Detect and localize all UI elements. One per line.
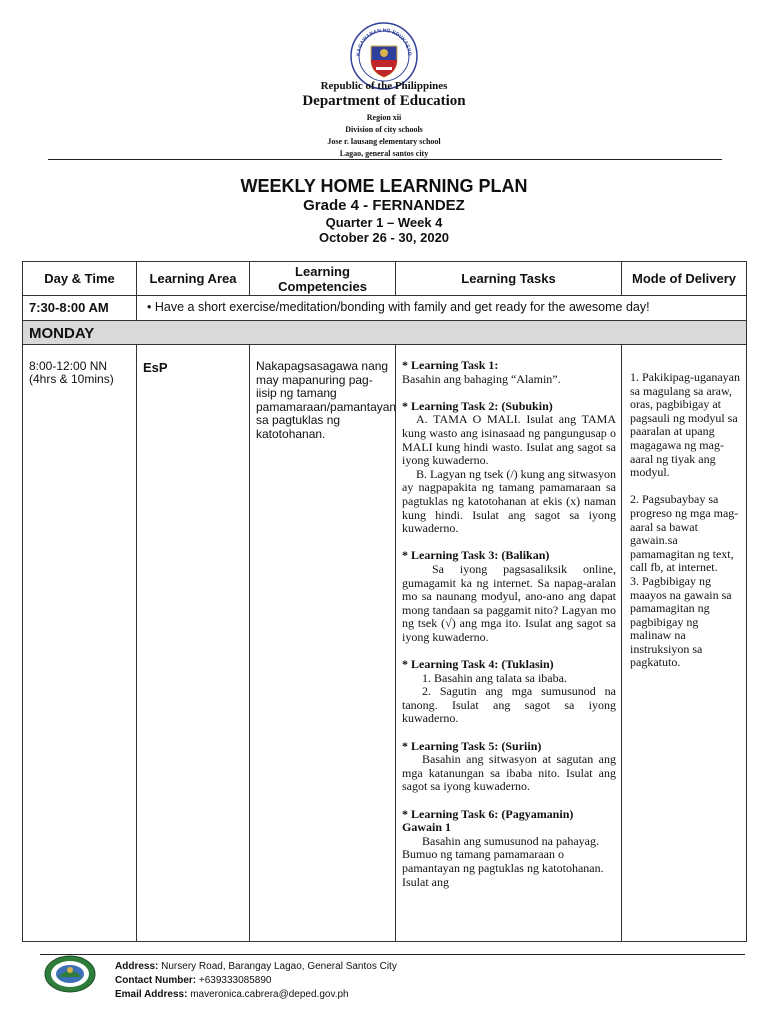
footer-email	[115, 989, 349, 1000]
header-divider	[48, 159, 722, 160]
task-3-text: Sa iyong pagsasaliksik online, gumagamit ka ng internet. Sa napag-aralan mo sa naunang modyul, ano-ano ang dapat mong tandaan sa paggamit nito? Lagyan mo ng tsek (√) ang mga ito. Isulat ang sagot sa iyong kuwaderno.	[402, 561, 616, 644]
row-competency: Nakapagsasagawa nang may mapanuring pag-iisip ng tamang pamamaraan/pamantayan sa pagtuklas ng katotohanan.	[250, 345, 396, 942]
row-learning-area: EsP	[137, 345, 250, 942]
row-mode-of-delivery	[622, 345, 747, 942]
warmup-time: 7:30-8:00 AM	[23, 296, 137, 321]
school-text: Jose r. lausang elementary school	[327, 137, 441, 146]
mode-item-1: 1. Pakikipag-uganayan sa magulang sa araw, oras, pagbibigay at pagsauli ng modyul sa paaralan at upang magagawa ng mag-aaral ng tiyak ang modyul.	[630, 370, 740, 480]
contact-label: Contact Number:	[115, 975, 197, 986]
page-title: WEEKLY HOME LEARNING PLAN	[240, 176, 528, 196]
address-value: Nursery Road, Barangay Lagao, General Santos City	[161, 961, 397, 972]
task-2-part-a: A. TAMA O MALI. Isulat ang TAMA kung wasto ang isinasaad ng pangungusap o MALI kung hindi wasto. Isulat ang sagot sa iyong kuwaderno.	[402, 412, 616, 468]
footer-address	[115, 961, 397, 972]
task-1-text: Basahin ang bahaging “Alamin”.	[402, 371, 561, 386]
learning-plan-table	[22, 261, 747, 942]
task-4-item-1: 1. Basahin ang talata sa ibaba.	[422, 670, 567, 685]
header-learning-tasks: Learning Tasks	[396, 262, 622, 296]
mode-item-3: 3. Pagbibigay ng maayos na gawain sa pamamagitan ng pagbibigay ng malinaw na instruksiyon sa pagkatuto.	[630, 573, 732, 670]
warmup-activity: • Have a short exercise/meditation/bonding with family and get ready for the awesome day!	[137, 296, 747, 321]
email-value: maveronica.cabrera@deped.gov.ph	[190, 989, 349, 1000]
footer-divider	[40, 954, 745, 955]
header-day-time: Day & Time	[23, 262, 137, 296]
header-learning-area: Learning Area	[137, 262, 250, 296]
contact-value: +639333085890	[198, 975, 272, 986]
task-2-heading: * Learning Task 2: (Subukin)	[402, 398, 553, 413]
task-4-heading: * Learning Task 4: (Tuklasin)	[402, 657, 554, 672]
header-learning-competencies: Learning Competencies	[250, 262, 396, 296]
task-6-heading: * Learning Task 6: (Pagyamanin)	[402, 806, 574, 821]
task-5-text: Basahin ang sitwasyon at sagutan ang mga katanungan sa ibaba nito. Isulat ang sagot sa iyong kuwaderno.	[402, 752, 616, 794]
city-text: Lagao, general santos city	[339, 149, 429, 158]
warmup-activity-text: Have a short exercise/meditation/bonding with family and get ready for the awesome day!	[154, 300, 650, 314]
day-row	[23, 321, 747, 345]
task-6-subheading: Gawain 1	[402, 820, 452, 835]
email-label: Email Address:	[115, 989, 188, 1000]
seal-text: KAGAWARAN NG EDUKASYO	[355, 27, 413, 57]
date-range: October 26 - 30, 2020	[318, 230, 450, 245]
header-mode-of-delivery: Mode of Delivery	[622, 262, 747, 296]
address-label: Address:	[115, 961, 159, 972]
task-3-heading: * Learning Task 3: (Balikan)	[402, 548, 550, 563]
row-learning-tasks	[396, 345, 622, 942]
department-heading: Department of Education	[302, 93, 466, 109]
task-2-part-b: B. Lagyan ng tsek (/) kung ang sitwasyon ay nagpapakita ng tamang pamamaraan sa pagtuklas ng katotohanan at ekis (x) naman kung hindi. Isulat ang sagot sa iyong kuwaderno.	[402, 466, 616, 536]
warmup-row	[23, 296, 747, 321]
grade-subtitle: Grade 4 - FERNANDEZ	[303, 197, 465, 214]
republic-heading: Republic of the Philippines	[320, 80, 448, 92]
division-text: Division of city schools	[345, 125, 423, 134]
task-1-heading: * Learning Task 1:	[402, 358, 499, 372]
footer-contact	[115, 975, 271, 986]
task-4-item-2: 2. Sagutin ang mga sumusunod na tanong. Isulat ang sagot sa iyong kuwaderno.	[402, 684, 616, 726]
quarter-week: Quarter 1 – Week 4	[325, 215, 443, 230]
task-5-heading: * Learning Task 5: (Suriin)	[402, 738, 542, 753]
region-text: Region xii	[366, 113, 402, 122]
row-time: 8:00-12:00 NN (4hrs & 10mins)	[23, 345, 137, 942]
table-header-row	[23, 262, 747, 296]
table-row	[23, 345, 747, 942]
division-logo	[44, 955, 96, 993]
mode-item-2: 2. Pagsubaybay sa progreso ng mga mag-aaral sa bawat gawain.sa pamamagitan ng text, call fb, at internet.	[630, 492, 739, 575]
day-label: MONDAY	[23, 321, 747, 345]
task-6-text: Basahin ang sumusunod na pahayag. Bumuo ng tamang pamamaraan o pamantayan ng pagtuklas ng katotohanan. Isulat ang	[402, 833, 604, 889]
